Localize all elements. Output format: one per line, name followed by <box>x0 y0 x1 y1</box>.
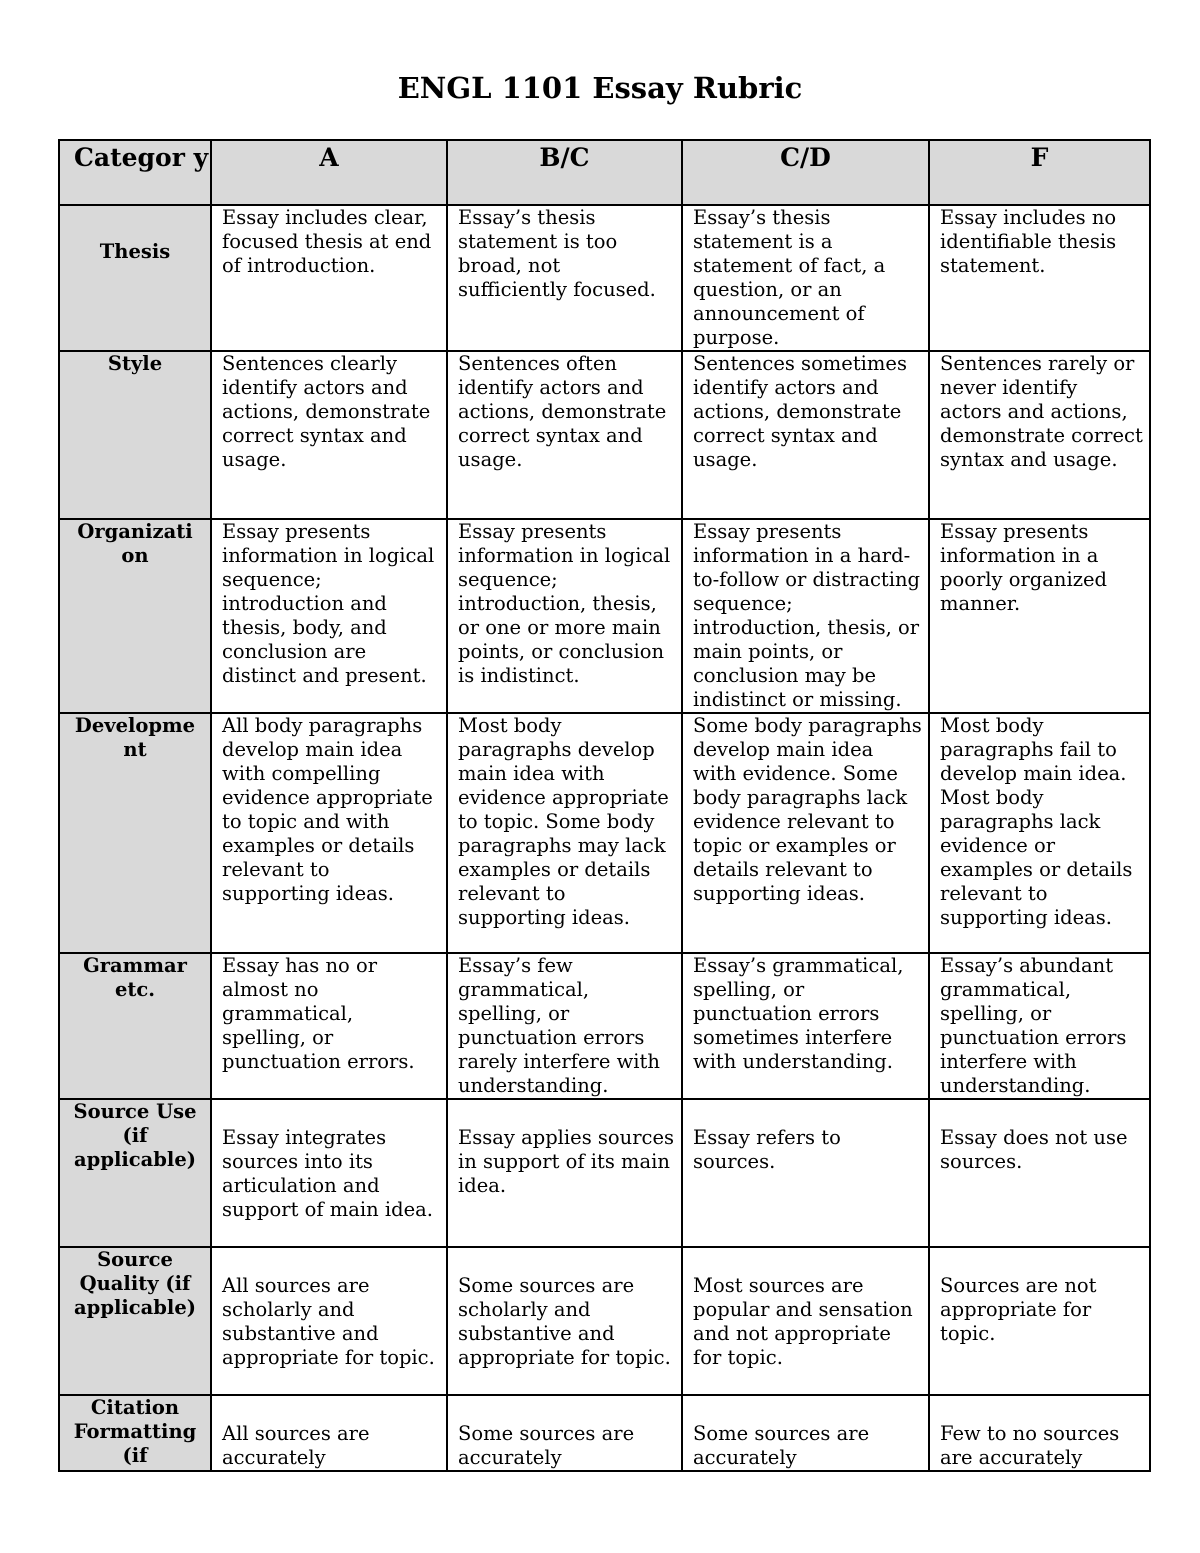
row-category: Style <box>59 351 211 519</box>
row-category: Citation Formatting (if <box>59 1395 211 1471</box>
cell-grade-bc: Most body paragraphs develop main idea with evidence appropriate to topic. Some body paragraphs may lack examples or details relevant to supporting ideas. <box>447 713 682 953</box>
cell-grade-bc: Sentences often identify actors and actions, demonstrate correct syntax and usage. <box>447 351 682 519</box>
row-source-use <box>59 1099 1150 1247</box>
cell-grade-f: Essay presents information in a poorly organized manner. <box>929 519 1150 713</box>
header-grade-a: A <box>211 140 447 205</box>
document-title: ENGL 1101 Essay Rubric <box>397 71 803 105</box>
row-category: Source Quality (if applicable) <box>59 1247 211 1395</box>
cell-grade-bc: Some sources are scholarly and substantive and appropriate for topic. <box>447 1247 682 1395</box>
row-thesis <box>59 205 1150 351</box>
cell-grade-a: Essay integrates sources into its articulation and support of main idea. <box>211 1099 447 1247</box>
row-category: Organizati on <box>59 519 211 713</box>
cell-grade-a: Sentences clearly identify actors and actions, demonstrate correct syntax and usage. <box>211 351 447 519</box>
row-category: Source Use (if applicable) <box>59 1099 211 1247</box>
cell-grade-bc: Some sources are accurately <box>447 1395 682 1471</box>
row-source-quality <box>59 1247 1150 1395</box>
cell-grade-a: All body paragraphs develop main idea with compelling evidence appropriate to topic and with examples or details relevant to supporting ideas. <box>211 713 447 953</box>
cell-grade-cd: Essay’s thesis statement is a statement of fact, a question, or an announcement of purpose. <box>682 205 929 351</box>
row-category: Developme nt <box>59 713 211 953</box>
cell-grade-f: Few to no sources are accurately <box>929 1395 1150 1471</box>
header-grade-f: F <box>929 140 1150 205</box>
header-grade-cd: C/D <box>682 140 929 205</box>
cell-grade-f: Most body paragraphs fail to develop main idea. Most body paragraphs lack evidence or examples or details relevant to supporting ideas. <box>929 713 1150 953</box>
cell-grade-bc: Essay’s thesis statement is too broad, not sufficiently focused. <box>447 205 682 351</box>
cell-grade-f: Sources are not appropriate for topic. <box>929 1247 1150 1395</box>
rubric-table <box>58 139 1151 1472</box>
cell-grade-a: Essay includes clear, focused thesis at end of introduction. <box>211 205 447 351</box>
cell-grade-f: Essay includes no identifiable thesis statement. <box>929 205 1150 351</box>
cell-grade-cd: Some body paragraphs develop main idea with evidence. Some body paragraphs lack evidence relevant to topic or examples or details relevant to supporting ideas. <box>682 713 929 953</box>
row-category: Grammar etc. <box>59 953 211 1099</box>
cell-grade-a: All sources are accurately <box>211 1395 447 1471</box>
cell-grade-bc: Essay’s few grammatical, spelling, or punctuation errors rarely interfere with understanding. <box>447 953 682 1099</box>
row-citation-formatting <box>59 1395 1150 1471</box>
cell-grade-f: Essay does not use sources. <box>929 1099 1150 1247</box>
row-grammar <box>59 953 1150 1099</box>
cell-grade-cd: Essay’s grammatical, spelling, or punctuation errors sometimes interfere with understanding. <box>682 953 929 1099</box>
header-row <box>59 140 1150 205</box>
header-category: Categor y <box>59 140 211 205</box>
row-style <box>59 351 1150 519</box>
row-organization <box>59 519 1150 713</box>
cell-grade-cd: Essay refers to sources. <box>682 1099 929 1247</box>
cell-grade-bc: Essay presents information in logical sequence; introduction, thesis, or one or more main points, or conclusion is indistinct. <box>447 519 682 713</box>
cell-grade-f: Essay’s abundant grammatical, spelling, or punctuation errors interfere with understanding. <box>929 953 1150 1099</box>
cell-grade-cd: Sentences sometimes identify actors and actions, demonstrate correct syntax and usage. <box>682 351 929 519</box>
cell-grade-a: Essay presents information in logical sequence; introduction and thesis, body, and conclusion are distinct and present. <box>211 519 447 713</box>
cell-grade-bc: Essay applies sources in support of its main idea. <box>447 1099 682 1247</box>
cell-grade-f: Sentences rarely or never identify actors and actions, demonstrate correct syntax and usage. <box>929 351 1150 519</box>
row-development <box>59 713 1150 953</box>
cell-grade-a: All sources are scholarly and substantive and appropriate for topic. <box>211 1247 447 1395</box>
row-category: Thesis <box>59 205 211 351</box>
cell-grade-cd: Essay presents information in a hard-to-follow or distracting sequence; introduction, thesis, or main points, or conclusion may be indistinct or missing. <box>682 519 929 713</box>
cell-grade-cd: Most sources are popular and sensation and not appropriate for topic. <box>682 1247 929 1395</box>
header-grade-bc: B/C <box>447 140 682 205</box>
cell-grade-cd: Some sources are accurately <box>682 1395 929 1471</box>
cell-grade-a: Essay has no or almost no grammatical, spelling, or punctuation errors. <box>211 953 447 1099</box>
